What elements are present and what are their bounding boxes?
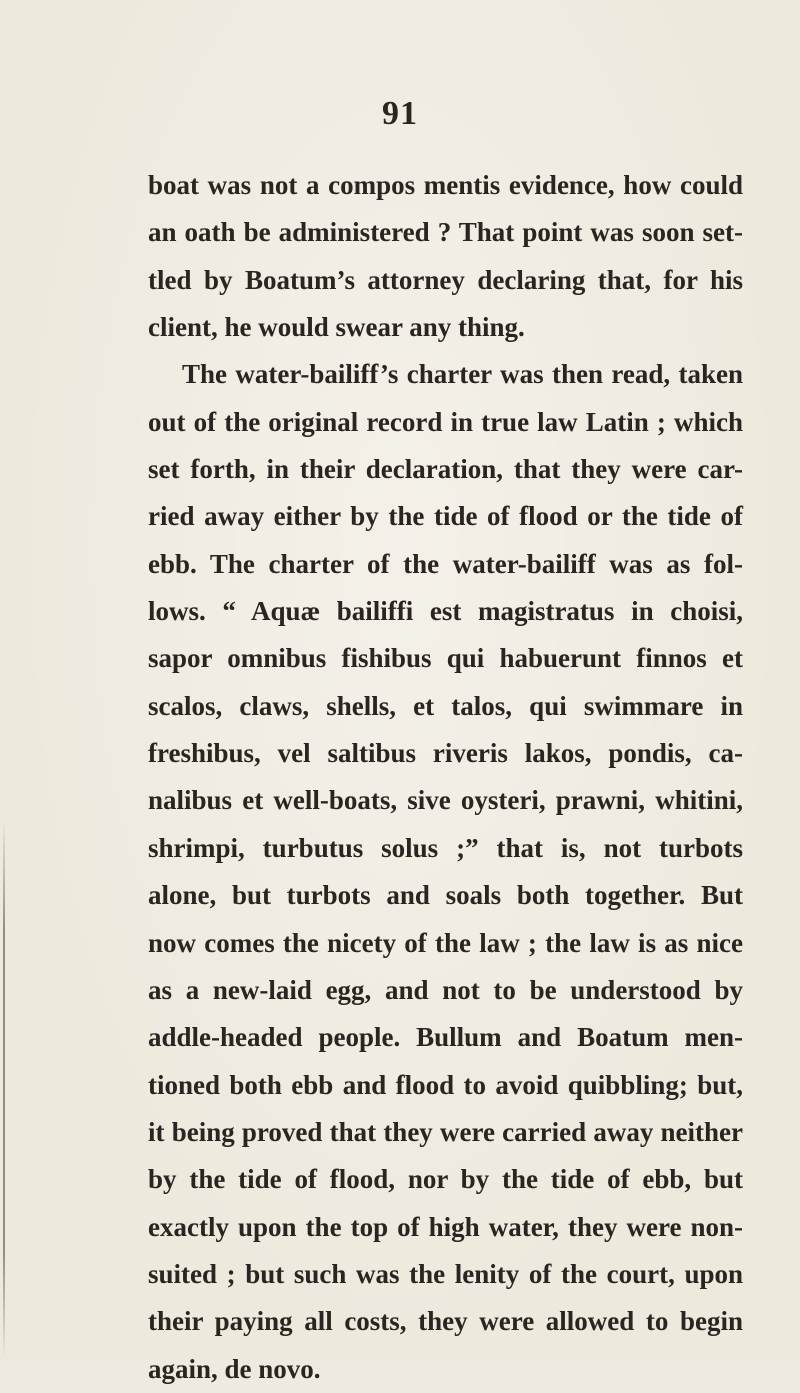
text-line: now comes the nicety of the law ; the law is as nice (148, 927, 743, 958)
text-line: exactly upon the top of high water, they were non- (148, 1211, 743, 1242)
text-line: addle-headed people. Bullum and Boatum men- (148, 1022, 743, 1053)
text-line: as a new-laid egg, and not to be understood by (148, 974, 743, 1005)
page-number: 91 (382, 95, 418, 132)
text-line: lows. “ Aquæ bailiffi est magistratus in choisi, (148, 596, 743, 627)
text-line: The water-bailiff’s charter was then read, taken (182, 359, 743, 390)
text-line: set forth, in their declaration, that they were car- (148, 454, 743, 485)
text-line: an oath be administered ? That point was soon set- (148, 217, 743, 248)
text-line: ebb. The charter of the water-bailiff was as fol- (148, 548, 743, 579)
text-line: it being proved that they were carried away neither (148, 1116, 743, 1147)
text-line: tled by Boatum’s attorney declaring that, for his (148, 264, 743, 295)
text-line: ried away either by the tide of flood or the tide of (148, 501, 743, 532)
text-line: tioned both ebb and flood to avoid quibbling; but, (148, 1069, 743, 1100)
text-line: shrimpi, turbutus solus ;” that is, not turbots (148, 832, 743, 863)
text-line: boat was not a compos mentis evidence, how could (148, 170, 743, 200)
text-line: their paying all costs, they were allowed to begin (148, 1306, 743, 1337)
text-line: scalos, claws, shells, et talos, qui swimmare in (148, 690, 743, 721)
text-line: again, de novo. (148, 1353, 321, 1384)
text-line: out of the original record in true law Latin ; which (148, 406, 743, 437)
text-line: suited ; but such was the lenity of the court, upon (148, 1258, 743, 1289)
text-line: sapor omnibus fishibus qui habuerunt finnos et (148, 643, 743, 674)
text-line: nalibus et well-boats, sive oysteri, prawni, whitini, (148, 785, 743, 816)
page-edge-shadow (3, 820, 5, 1360)
text-line: alone, but turbots and soals both together. But (148, 880, 743, 911)
text-line: freshibus, vel saltibus riveris lakos, pondis, ca- (148, 738, 743, 769)
body-text (148, 162, 743, 1393)
text-line: client, he would swear any thing. (148, 312, 525, 343)
text-line: by the tide of flood, nor by the tide of ebb, but (148, 1164, 743, 1195)
